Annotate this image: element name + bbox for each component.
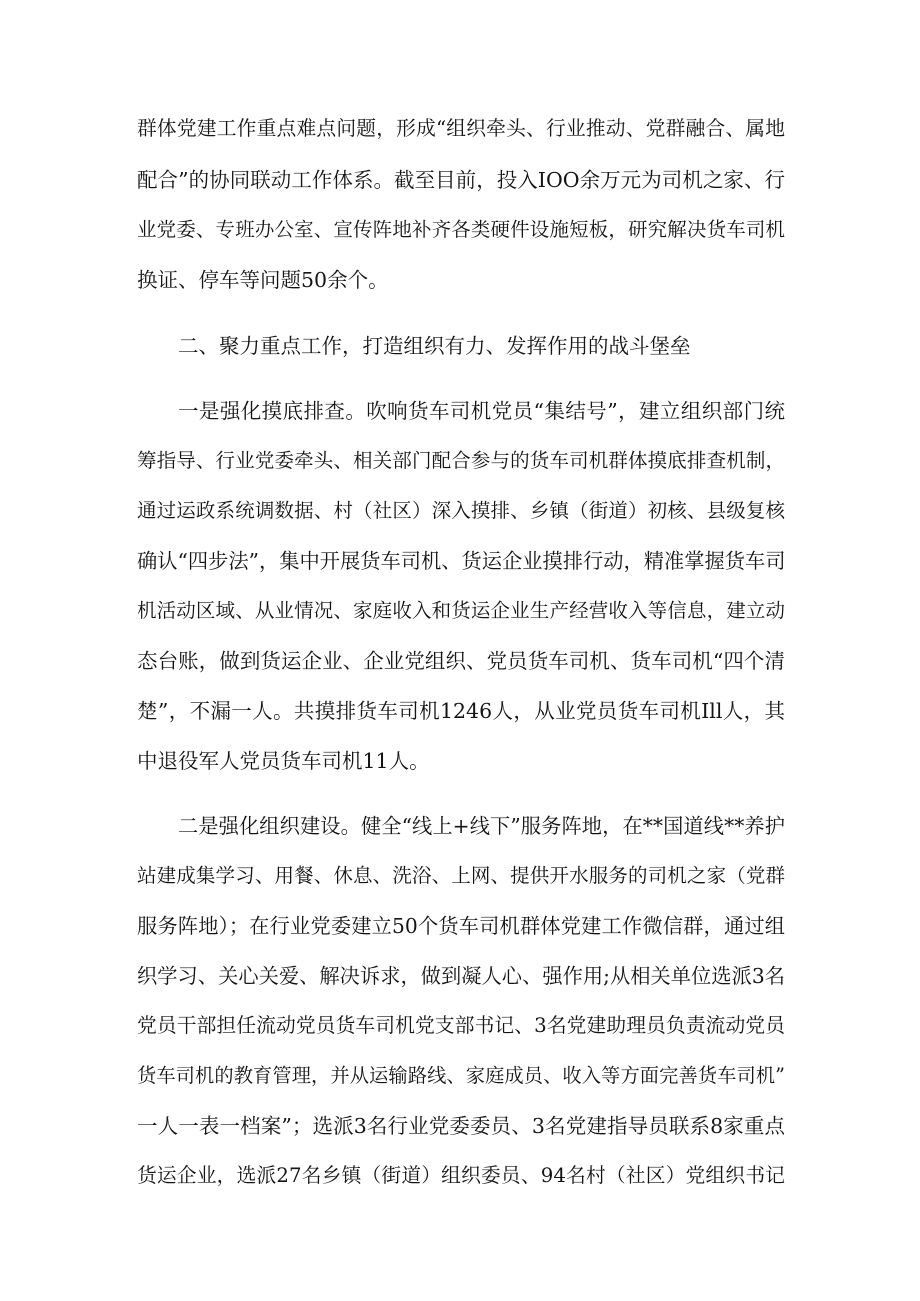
paragraph-line: 楚”，不漏一人。共摸排货车司机1246人，从业党员货车司机Ill人，其 [137,699,785,723]
paragraph-line: 群体党建工作重点难点问题，形成“组织牵头、行业推动、党群融合、属地 [137,117,785,140]
paragraph-line: 一是强化摸底排查。吹响货车司机党员“集结号”，建立组织部门统 [178,399,785,423]
paragraph-line: 配合”的协同联动工作体系。截至目前，投入IOO余万元为司机之家、行 [137,168,785,192]
paragraph-line: 一人一表一档案”；选派3名行业党委委员、3名党建指导员联系8家重点 [137,1114,785,1138]
paragraph-line: 党员干部担任流动党员货车司机党支部书记、3名党建助理员负责流动党员 [137,1014,785,1037]
paragraph-line: 筹指导、行业党委牵头、相关部门配合参与的货车司机群体摸底排查机制， [137,449,785,472]
paragraph-line: 站建成集学习、用餐、休息、洗浴、上网、提供开水服务的司机之家（党群 [137,864,785,887]
paragraph-line: 确认“四步法”，集中开展货车司机、货运企业摸排行动，精准掌握货车司 [137,549,786,573]
section-heading: 二、聚力重点工作，打造组织有力、发挥作用的战斗堡垒 [178,334,691,358]
paragraph-line: 服务阵地）；在行业党委建立50个货车司机群体党建工作微信群，通过组 [137,914,785,938]
paragraph-line: 机活动区域、从业情况、家庭收入和货运企业生产经营收入等信息，建立动 [137,599,785,622]
paragraph-line: 态台账，做到货运企业、企业党组织、党员货车司机、货车司机“四个清 [137,649,785,673]
paragraph-line: 织学习、关心关爱、解决诉求，做到凝人心、强作用;从相关单位选派3名 [137,964,785,988]
paragraph-line: 货运企业，选派27名乡镇（街道）组织委员、94名村（社区）党组织书记 [137,1164,785,1187]
paragraph-line: 业党委、专班办公室、宣传阵地补齐各类硬件设施短板，研究解决货车司机 [137,218,785,241]
paragraph-line: 通过运政系统调数据、村（社区）深入摸排、乡镇（街道）初核、县级复核 [137,499,785,522]
paragraph-line: 中退役军人党员货车司机11人。 [137,749,430,773]
paragraph-line: 二是强化组织建设。健全“线上+线下”服务阵地，在**国道线**养护 [178,814,785,838]
paragraph-line: 货车司机的教育管理，并从运输路线、家庭成员、收入等方面完善货车司机” [137,1064,785,1087]
paragraph-line: 换证、停车等问题50余个。 [137,268,389,292]
